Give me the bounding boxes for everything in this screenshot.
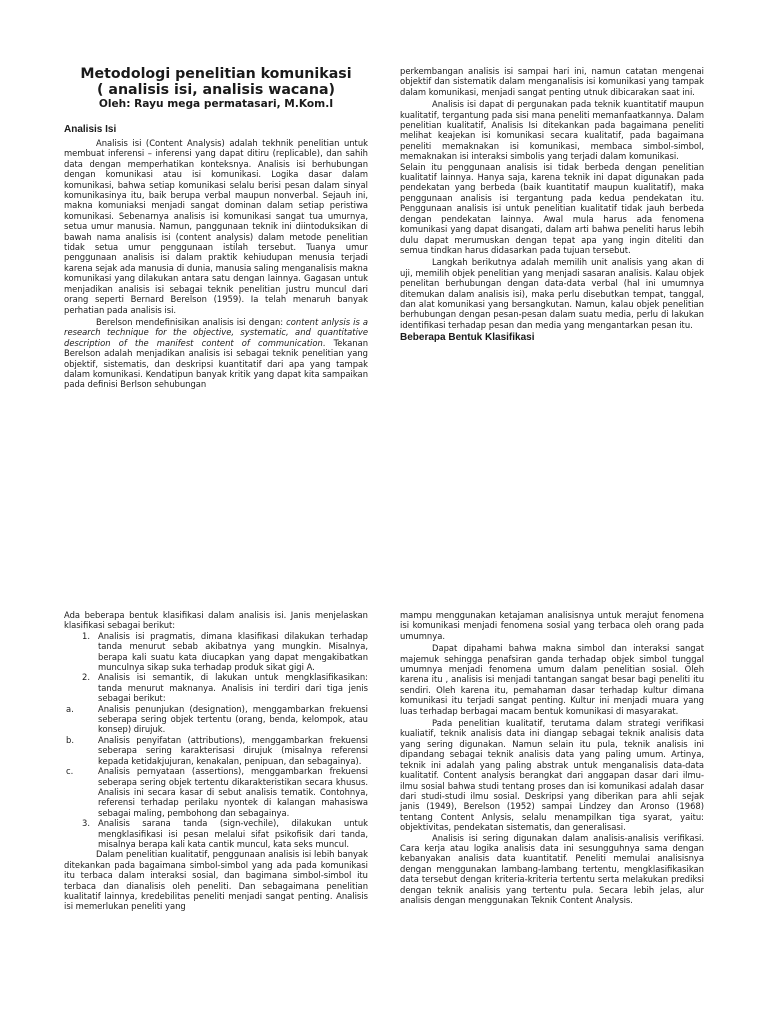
list-marker: b.	[66, 734, 74, 745]
list-item-text: Analisis penunjukan (designation), menggambarkan frekuensi seberapa sering objek tertentu (orang, benda, kelompok, atau konsep) dirujuk.	[98, 703, 368, 735]
paragraph: Analisis isi (Content Analysis) adalah tekhnik penelitian untuk membuat inferensi – inferensi yang dapat ditiru (replicable), dan sahih data dengan memperhatikan konteksnya. Analisis isi berhubungan dengan komunikasi atau isi komunikasi. Logika dasar dalam komunikasi, bahwa setiap komunikasi selalu berisi pesan dalam sinyal komunikasinya itu, baik berupa verbal maupun nonverbal. Sejauh ini, makna komuniaksi menjadi sangat dominan dalam setiap peristiwa komunikasi. Sebenarnya analisis isi komunikasi sangat tua umurnya, setua umur manusia. Namun, panggunaan teknik ini diintoduksikan di bawah nama analisis isi (content analysis) dalam metode penelitian tidak setua umur penggunaan istilah tersebut. Tuanya umur penggunaan analisis isi dalam praktik kehiudupan menusia terjadi karena sejak ada manusia di dunia, manusia saling menganalisis makna komunikasi yang dilakukan antara satu dengan lainnya. Gagasan untuk menjadikan analisis isi sebagai teknik penelitian justru muncul dari orang seperti Bernard Berelson (1959). Ia telah menaruh banyak perhatian pada analisis isi.	[64, 138, 368, 315]
paragraph: Ada beberapa bentuk klasifikasi dalam analisis isi. Janis menjelaskan klasifikasi sebagai berikut:	[64, 610, 368, 631]
list-item-text: Analisis pernyataan (assertions), menggambarkan frekuensi seberapa sering objek tertentu dikarakteristikan secara khusus. Analisis ini secara kasar di sebut analisis tematik. Contohnya, referensi terhadap perilaku nyontek di kalangan mahasiswa sebagai maling, pembohong dan sebagainya.	[98, 766, 368, 818]
paragraph: mampu menggunakan ketajaman analisisnya untuk merajut fenomena isi komunikasi menjadi fenomena sosial yang terbaca oleh orang pada umumnya.	[400, 610, 704, 641]
list-item	[64, 766, 368, 818]
paragraph: Dapat dipahami bahwa makna simbol dan interaksi sangat majemuk sehingga penafsiran ganda terhadap objek simbol tunggal umumnya menjadi fenomena umum dalam penelitian sosial. Oleh karena itu , analisis isi menjadi tantangan sangat besar bagi peneliti itu sendiri. Oleh karena itu, pemahaman dasar terhadap kultur dimana komunikasi itu terjadi sangat penting. Kultur ini menjadi muara yang luas terhadap berbagai macam bentuk komunikasi di masyarakat.	[400, 643, 704, 716]
paragraph-text: Berelson mendefinisikan analisis isi dengan:	[96, 316, 287, 327]
author-line: Oleh: Rayu mega permatasari, M.Kom.I	[98, 98, 334, 110]
section-heading-analisis-isi: Analisis Isi	[64, 124, 117, 135]
list-item	[64, 735, 368, 766]
list-item	[64, 704, 368, 735]
paragraph: Langkah berikutnya adalah memilih unit analisis yang akan di uji, memilih objek penelitian yang menjadi sasaran analisis. Kalau objek penelitan berhubungan dengan data-data verbal (hal ini umumnya ditemukan dalam analisis isi), maka perlu disebutkan tempat, tanggal, dan alat komunikasi yang bersangkutan. Namun, kalau objek penelitian berhubungan dengan pesan-pesan dalam suatu media, perlu di lakukan identifikasi terhadap pesan dan media yang mengantarkan pesan itu.	[400, 257, 704, 330]
list-marker: 2.	[82, 672, 90, 683]
paragraph: Selain itu penggunaan analisis isi tidak berbeda dengan penelitian kualitatif lainnya. Hanya saja, karena teknik ini dapat digunakan pada pendekatan yang berbeda (baik kuantitatif maupun kualitatif), maka penggunaan analisis isi tergantung pada kedua pendekatan itu. Penggunaan analisis isi untuk penelitian kualitatif tidak jauh berbeda dengan pendekatan lainnya. Awal mula harus ada fenomena komunikasi yang dapat disangati, dalam arti bahwa peneliti harus lebih dulu dapat merumuskan dengan tepat apa yang ingin diteliti dan semua tindkan harus didasarkan pada tujuan tersebut.	[400, 161, 704, 255]
list-item-text: Analisis isi semantik, di lakukan untuk mengklasifikasikan: tanda menurut maknanya. Analisis ini terdiri dari tiga jenis sebagai berikut:	[98, 672, 368, 704]
list-item	[64, 818, 368, 849]
list-marker: a.	[66, 703, 74, 714]
column-4	[400, 610, 704, 905]
paragraph: perkembangan analisis isi sampai hari ini, namun catatan mengenai objektif dan sistematik dalam menganalisis isi komunikasi yang tampak dalam komunikasi, menjadi sangat penting utnuk dibicarakan saat ini.	[400, 66, 704, 97]
paragraph-berelson	[64, 317, 368, 390]
list-item	[64, 672, 368, 703]
paragraph-text: . Tekanan Berelson adalah menjadikan analisis isi sebagai teknik penelitian yang objektif, sistematis, dan deskripsi kuantitatif dari apa yang tampak dalam komunikasi. Kendatipun banyak kritik yang dapat kita sampaikan pada definisi Berlson sehubungan	[64, 337, 369, 390]
list-marker: 3.	[82, 818, 90, 829]
list-item-text: Analisis isi pragmatis, dimana klasifikasi dilakukan terhadap tanda menurut sebab akibatnya yang mungkin. Misalnya, berapa kali suatu kata diucapkan yang dapat mengakibatkan munculnya sikap suka terhadap produk sikat gigi A.	[98, 630, 368, 673]
paragraph: Pada penelitian kualitatif, terutama dalam strategi verifikasi kualiatif, teknik analisis data ini diangap sebagai teknik analisis data yang sering digunakan. Namun selain itu pula, teknik analisis ini dipandang sebagai teknik analisis data yang paling umum. Artinya, teknik ini adalah yang paling abstrak untuk menganalisis data-data kualitatif. Content analysis berangkat dari anggapan dasar dari ilmu-ilmu sosial bahwa studi tentang proses dan isi komunikasi adalah dasar dari studi-studi ilmu sosial. Deskripsi yang diberikan para ahli sejak janis (1949), Berelson (1952) sampai Lindzey dan Aronso (1968) tentang Content Anlysis, selalu menampilkan tiga syarat, yaitu: objektivitas, pendekatan sistematis, dan generalisasi.	[400, 718, 704, 833]
list-item	[64, 631, 368, 673]
list-item-text: Analisis sarana tanda (sign-vechile), dilakukan untuk mengklasifikasi isi pesan melalui sifat psikofisik dari tanda, misalnya berapa kali kata cantik muncul, kata seks muncul.	[98, 818, 368, 849]
column-2	[400, 66, 704, 346]
column-3	[64, 610, 368, 912]
paragraph: Analisis isi sering digunakan dalam analisis-analisis verifikasi. Cara kerja atau logika analisis data ini sesungguhnya sama dengan kebanyakan analisis data kuantitatif. Peneliti memulai analisisnya dengan menggunakan lambang-lambang tertentu, mengklasifikasikan data tersebut dengan kriteria-kriteria tertentu serta melakukan prediksi dengan teknik analisis yang tertentu pula. Secara lebih jelas, alur analisis dengan menggunakan Teknik Content Analysis.	[400, 832, 704, 905]
column-1	[64, 66, 368, 390]
paragraph: Analisis isi dapat di pergunakan pada teknik kuantitatif maupun kualitatif, tergantung pada sisi mana peneliti memanfaatkannya. Dalam penelitian kualitatif, Analisis Isi ditekankan pada bagaimana peneliti melihat keajekan isi komunikasi secara kualitatif, pada bagaimana peneliti memaknakan isi komunikasi, membaca simbol-simbol, memaknakan isi interaksi simbolis yang terjadi dalam komunikasi.	[400, 99, 704, 162]
list-marker: 1.	[82, 630, 90, 641]
list-item-text: Analisis penyifatan (attributions), menggambarkan frekuensi seberapa sering karakterisasi dirujuk (misalnya referensi kepada ketidakjujuran, kenakalan, penipuan, dan sebagainya).	[98, 734, 368, 766]
list-marker: c.	[66, 766, 74, 777]
document-title-line-2: ( analisis isi, analisis wacana)	[96, 82, 336, 98]
document-title-line-1: Metodologi penelitian komunikasi	[80, 66, 352, 82]
quote-definition: content anlysis is a research technique for the objective, systematic, and quantitative description of the manifest content of communication	[64, 316, 368, 348]
section-heading-klasifikasi: Beberapa Bentuk Klasifikasi	[400, 332, 535, 344]
paragraph: Dalam penelitian kualitatif, penggunaan analisis isi lebih banyak ditekankan pada bagaimana simbol-simbol yang ada pada komunikasi itu terbaca dalam interaksi sosial, dan bagimana simbol-simbol itu terbaca dan dianalisis oleh peneliti. Dan sebagaimana penelitian kualitatif lainnya, kredebilitas peneliti menjadi sangat penting. Analisis isi memerlukan peneliti yang	[64, 849, 368, 912]
